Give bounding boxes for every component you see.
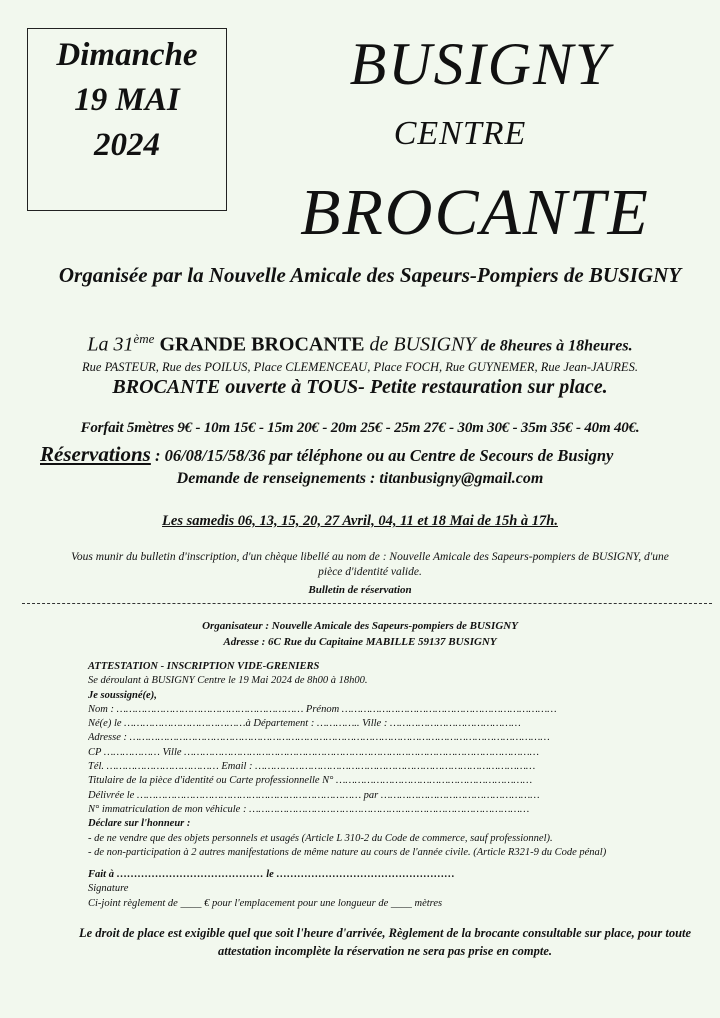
title-event: BROCANTE (300, 176, 650, 249)
bulletin-heading: Bulletin de réservation (308, 584, 412, 596)
form-heading: ATTESTATION - INSCRIPTION VIDE-GRENIERS (88, 661, 320, 672)
organiser-block (100, 618, 620, 650)
date-month: 19 MAI (74, 82, 180, 118)
form-field-id-card[interactable]: Titulaire de la pièce d'identité ou Carte professionnelle N° ……………………………………………………… (88, 775, 533, 787)
fee-notice: Le droit de place est exigible quel que soit l'heure d'arrivée, Règlement de la brocante consultable sur place, pour toute attestation incomplète la réservation ne sera pas prise en compte. (78, 926, 692, 958)
price-list: Forfait 5mètres 9€ - 10m 15€ - 15m 20€ - 20m 25€ - 25m 27€ - 30m 30€ - 35m 35€ - 40m 40€. (80, 420, 640, 436)
edition-line (20, 331, 700, 357)
form-honour-line: - de non-participation à 2 autres manifestations de même nature au cours de l'année civile. (Article R321-9 du Code pénal) (88, 846, 607, 858)
streets-list: Rue PASTEUR, Rue des POILUS, Place CLEMENCEAU, Place FOCH, Rue GUYNEMER, Rue Jean-JAURES. (82, 360, 638, 374)
organiser-text: Organisée par la Nouvelle Amicale des Sapeurs-Pompiers de BUSIGNY (58, 263, 682, 287)
organiser-name: Organisateur : Nouvelle Amicale des Sapeurs-pompiers de BUSIGNY (202, 620, 518, 632)
form-honour-line: - de ne vendre que des objets personnels et usagés (Article L 310-2 du Code de commerce, sauf professionnel). (88, 832, 553, 844)
form-field-issued[interactable]: Délivrée le ……………………………………………………………… par …………………………………………… (88, 789, 540, 801)
date-day: Dimanche (56, 37, 198, 73)
form-field-city[interactable]: CP ……………… Ville …………………………………………………………………………………………………… (88, 746, 539, 758)
form-field-name[interactable]: Nom : …………………………………………………… Prénom …………………………………………………………… (88, 703, 557, 715)
form-field-vehicle[interactable]: N° immatriculation de mon véhicule : ……………………………………………………………………………… (88, 803, 530, 815)
title-town: BUSIGNY (349, 31, 611, 97)
edition-mid: de BUSIGNY (369, 333, 476, 356)
registration-form (88, 660, 698, 911)
date-box (27, 28, 227, 211)
edition-big: GRANDE BROCANTE (159, 333, 365, 356)
info-line: Demande de renseignements : titanbusigny@gmail.com (176, 470, 544, 487)
form-signature: Signature (88, 883, 129, 895)
reservations-line (40, 442, 720, 467)
form-field-phone-email[interactable]: Tél. ……………………………… Email : ……………………………………………………………………………… (88, 761, 536, 773)
title-centre: CENTRE (393, 115, 527, 152)
edition-sup: ème (133, 331, 155, 346)
date-year: 2024 (94, 127, 160, 163)
open-text: BROCANTE ouverte à TOUS- Petite restauration sur place. (112, 376, 608, 398)
form-payment[interactable]: Ci-joint règlement de ____ € pour l'emplacement pour une longueur de ____ mètres (88, 897, 443, 909)
saturdays-line: Les samedis 06, 13, 15, 20, 27 Avril, 04, 11 et 18 Mai de 15h à 17h. (162, 513, 558, 529)
form-honour-heading: Déclare sur l'honneur : (88, 818, 191, 830)
reservations-label: Réservations (40, 442, 151, 466)
form-field-birth[interactable]: Né(e) le …………………………………à Département : ………….. Ville : …………………………………… (88, 718, 521, 730)
bring-documents: Vous munir du bulletin d'inscription, d'un chèque libellé au nom de : Nouvelle Amicale des Sapeurs-pompiers de BUSIGNY, d'une pièce d'identité valide. (71, 551, 669, 578)
form-undersigned: Je soussigné(e), (88, 689, 157, 701)
organiser-address: Adresse : 6C Rue du Capitaine MABILLE 59137 BUSIGNY (223, 636, 497, 648)
reservations-text: : 06/08/15/58/36 par téléphone ou au Centre de Secours de Busigny (150, 446, 614, 465)
form-place: Se déroulant à BUSIGNY Centre le 19 Mai 2024 de 8h00 à 18h00. (88, 675, 368, 687)
cut-line (22, 603, 712, 604)
edition-hours: de 8heures à 18heures. (480, 337, 633, 355)
edition-prefix: La 31 (87, 333, 134, 356)
form-done-at[interactable]: Fait à …………………………………… le …………………………………………… (88, 869, 455, 881)
form-field-address[interactable]: Adresse : ……………………………………………………………………………………………………………………… (88, 732, 550, 744)
